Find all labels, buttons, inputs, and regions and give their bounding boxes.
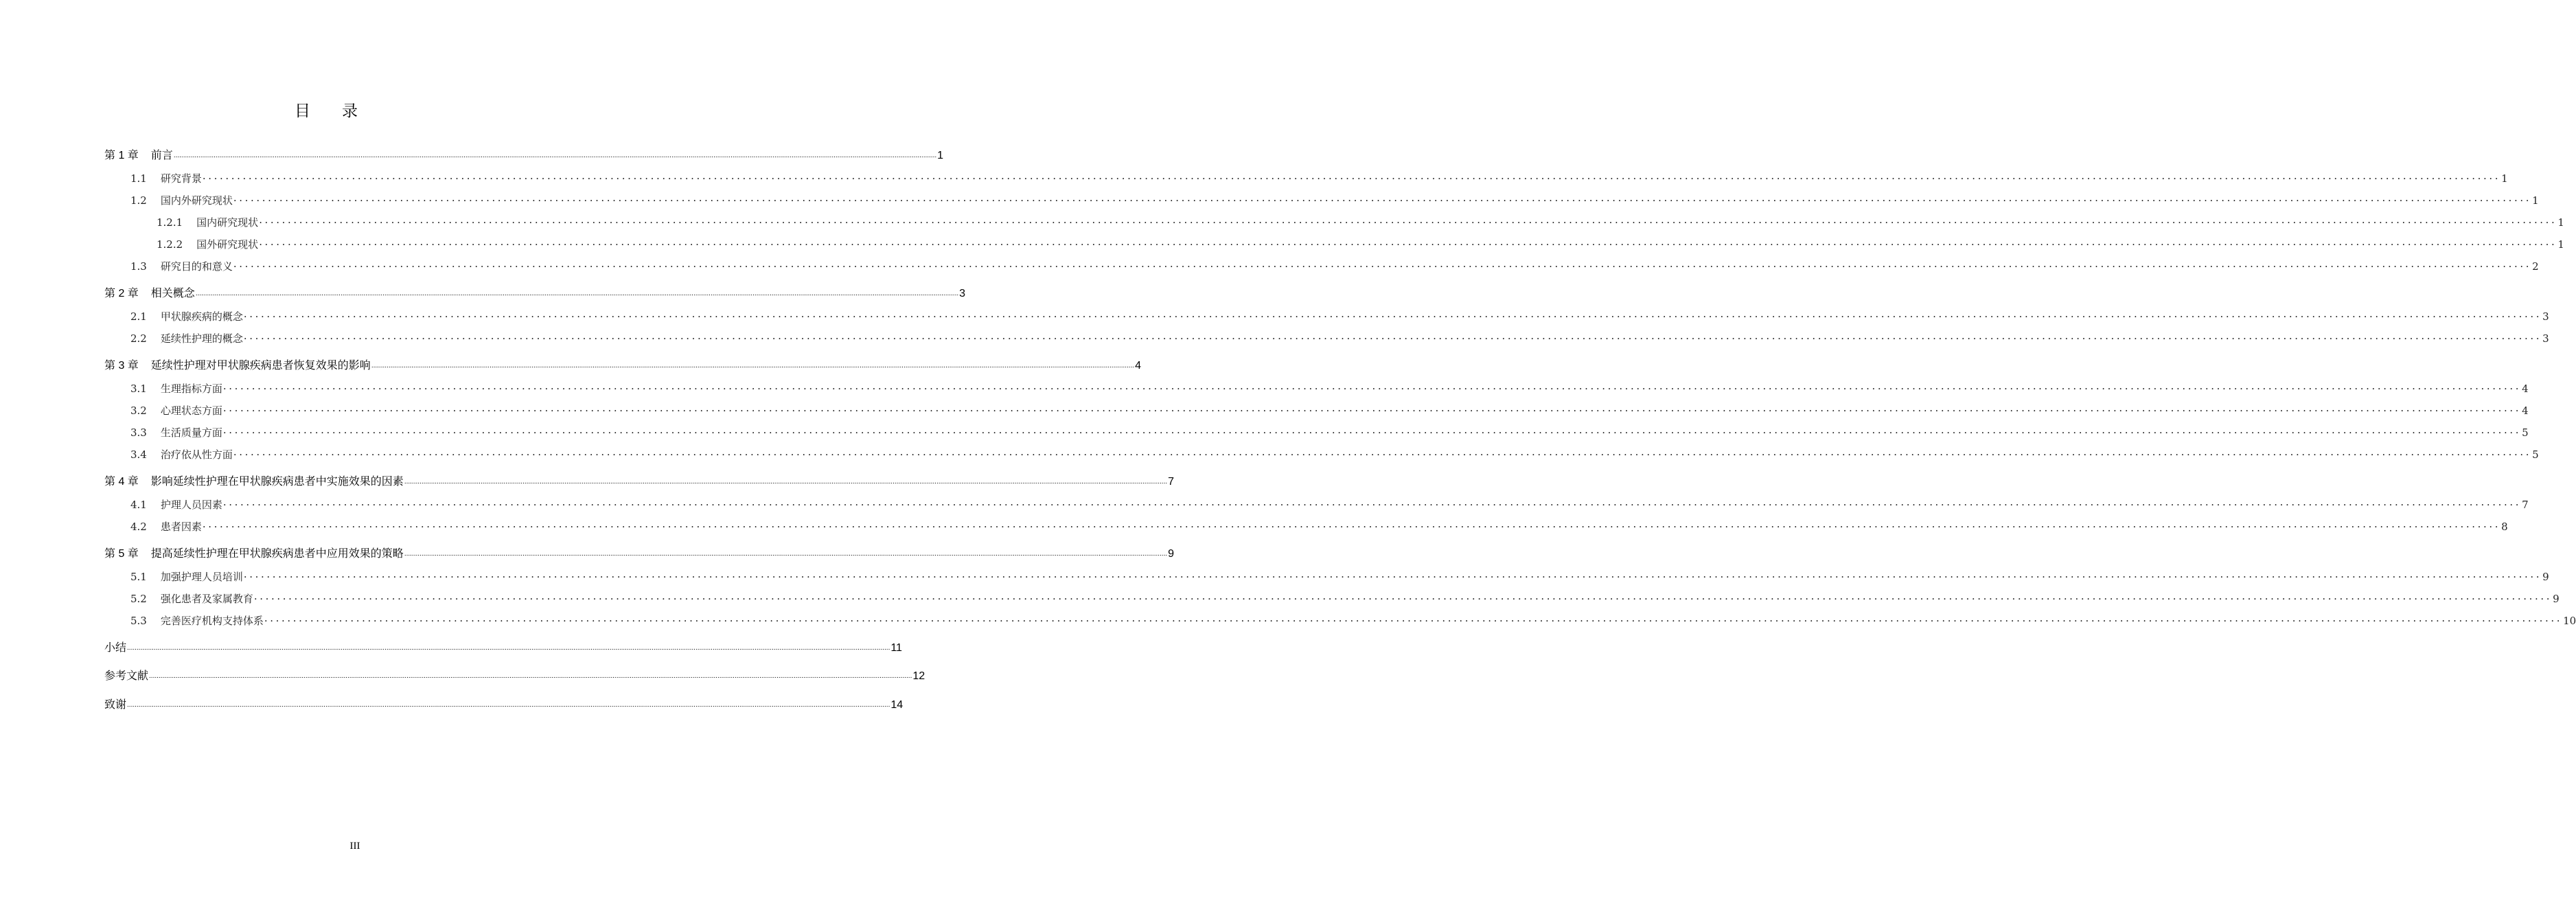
toc-section-entry[interactable] xyxy=(130,494,2529,512)
toc-entry-title: 生活质量方面 xyxy=(160,426,222,439)
toc-entry-number: 第 4 章 xyxy=(104,476,139,488)
toc-leader-dots: ................................................................................................................................................................................................................................................................................................................................................................................................................ xyxy=(243,568,2542,580)
toc-leader-dots: ................................................................................................................................................................................................................................................................................................................................................................................................................ xyxy=(259,214,2557,226)
toc-leader-dots: ................................................................................................................................................................................................................................................................................................................................................................................................................ xyxy=(259,236,2557,248)
toc-entry-page: 3 xyxy=(2542,310,2549,323)
toc-entry-number: 1.2.1 xyxy=(157,216,183,229)
toc-entry-title: 加强护理人员培训 xyxy=(160,571,243,583)
toc-entry-number: 5.2 xyxy=(130,593,147,605)
toc-entry-number: 5.1 xyxy=(130,571,147,583)
toc-section-entry[interactable] xyxy=(130,444,2539,462)
toc-entry-page: 1 xyxy=(2557,238,2564,251)
toc-leader-dots: ................................................................................................................................................................................................................................................................................................................................................................................................................ xyxy=(233,258,2532,270)
toc-entry-number: 1.2 xyxy=(130,194,147,207)
toc-leader-dots: ................................................................................................................................................................................................................................................................................................................................................................................................................ xyxy=(127,701,890,709)
toc-leader-dots: ................................................................................................................................................................................................................................................................................................................................................................................................................ xyxy=(222,496,2522,508)
page-number: III xyxy=(349,841,360,852)
toc-entry-page: 1 xyxy=(937,150,944,161)
toc-entry-page: 9 xyxy=(2553,593,2560,605)
toc-entry-title: 生理指标方面 xyxy=(160,383,222,395)
toc-entry-title: 相关概念 xyxy=(150,288,195,299)
toc-entry-page: 12 xyxy=(912,670,925,682)
toc-entry-title: 患者因素 xyxy=(160,521,202,533)
toc-entry-page: 3 xyxy=(2542,332,2549,345)
toc-section-entry[interactable] xyxy=(130,328,2549,346)
toc-entry-page: 1 xyxy=(2532,194,2539,207)
toc-section-entry[interactable] xyxy=(130,168,2508,186)
toc-leader-dots: ................................................................................................................................................................................................................................................................................................................................................................................................................ xyxy=(202,170,2501,182)
toc-section-entry[interactable] xyxy=(130,400,2529,418)
toc-entry-page: 11 xyxy=(890,642,902,654)
toc-leader-dots: ................................................................................................................................................................................................................................................................................................................................................................................................................ xyxy=(243,330,2542,342)
toc-entry-number: 第 5 章 xyxy=(104,548,139,560)
toc-entry-number: 第 2 章 xyxy=(104,288,139,299)
toc-entry-page: 2 xyxy=(2532,260,2539,273)
toc-leader-dots: ................................................................................................................................................................................................................................................................................................................................................................................................................ xyxy=(202,518,2501,530)
toc-leader-dots: ................................................................................................................................................................................................................................................................................................................................................................................................................ xyxy=(233,192,2532,204)
toc-chapter-entry[interactable] xyxy=(104,544,1175,562)
toc-entry-title: 提高延续性护理在甲状腺疾病患者中应用效果的策略 xyxy=(150,548,404,560)
toc-entry-page: 5 xyxy=(2522,426,2529,439)
toc-entry-page: 4 xyxy=(2522,383,2529,395)
toc-entry-number: 3.3 xyxy=(130,426,147,439)
toc-entry-number: 3.2 xyxy=(130,404,147,417)
toc-entry-number: 3.1 xyxy=(130,383,147,395)
toc-entry-number: 4.2 xyxy=(130,521,147,533)
toc-subsection-entry[interactable] xyxy=(157,212,2564,230)
toc-entry-page: 7 xyxy=(1168,476,1175,488)
toc-leader-dots: ................................................................................................................................................................................................................................................................................................................................................................................................................ xyxy=(222,402,2522,414)
toc-entry-title: 甲状腺疾病的概念 xyxy=(160,310,243,323)
toc-entry-number: 1.2.2 xyxy=(157,238,183,251)
toc-section-entry[interactable] xyxy=(130,190,2539,208)
toc-heading-char-1: 目 xyxy=(295,102,310,120)
toc-leader-dots: ................................................................................................................................................................................................................................................................................................................................................................................................................ xyxy=(149,672,912,680)
toc-entry-page: 4 xyxy=(1135,360,1142,372)
toc-entry-page: 9 xyxy=(2542,571,2549,583)
toc-entry-title: 完善医疗机构支持体系 xyxy=(160,615,264,627)
toc-entry-title: 国内外研究现状 xyxy=(160,194,233,207)
toc-entry-page: 14 xyxy=(890,699,904,711)
toc-section-entry[interactable] xyxy=(130,256,2539,274)
toc-entry-title: 治疗依从性方面 xyxy=(160,448,233,461)
toc-leader-dots: ................................................................................................................................................................................................................................................................................................................................................................................................................ xyxy=(222,424,2522,436)
toc-entry-title: 研究目的和意义 xyxy=(160,260,233,273)
toc-entry-number: 3.4 xyxy=(130,448,147,461)
toc-leader-dots: ................................................................................................................................................................................................................................................................................................................................................................................................................ xyxy=(195,290,959,297)
toc-entry-title: 小结 xyxy=(104,642,127,654)
toc-entry-title: 影响延续性护理在甲状腺疾病患者中实施效果的因素 xyxy=(150,476,404,488)
toc-section-entry[interactable] xyxy=(130,567,2549,584)
toc-entry-title: 延续性护理的概念 xyxy=(160,332,243,345)
toc-entry-page: 9 xyxy=(1168,548,1175,560)
toc-entry-page: 7 xyxy=(2522,499,2529,511)
toc-section-entry[interactable] xyxy=(130,378,2529,396)
toc-section-entry[interactable] xyxy=(130,422,2529,440)
toc-chapter-entry[interactable] xyxy=(104,284,966,301)
toc-leader-dots: ................................................................................................................................................................................................................................................................................................................................................................................................................ xyxy=(264,612,2563,624)
toc-entry-page: 1 xyxy=(2501,172,2508,185)
toc-section-entry[interactable] xyxy=(130,589,2560,606)
toc-chapter-entry[interactable] xyxy=(104,356,1142,374)
toc-heading-char-2: 录 xyxy=(342,102,358,120)
toc-section-entry[interactable] xyxy=(130,611,2576,628)
toc-entry-number: 1.1 xyxy=(130,172,147,185)
toc-chapter-entry[interactable] xyxy=(104,472,1175,490)
toc-entry-title: 护理人员因素 xyxy=(160,499,222,511)
toc-entry-number: 1.3 xyxy=(130,260,147,273)
toc-entry-page: 10 xyxy=(2563,615,2576,627)
toc-entry-page: 1 xyxy=(2557,216,2564,229)
toc-entry-number: 第 1 章 xyxy=(104,150,139,161)
toc-entry-title: 心理状态方面 xyxy=(160,404,222,417)
toc-entry-title: 延续性护理对甲状腺疾病患者恢复效果的影响 xyxy=(150,360,371,372)
toc-leader-dots: ................................................................................................................................................................................................................................................................................................................................................................................................................ xyxy=(222,380,2522,392)
toc-entry-title: 致谢 xyxy=(104,699,127,711)
toc-chapter-entry[interactable] xyxy=(104,695,904,713)
toc-chapter-entry[interactable] xyxy=(104,638,902,656)
toc-chapter-entry[interactable] xyxy=(104,146,944,163)
toc-entry-title: 强化患者及家属教育 xyxy=(160,593,253,605)
toc-entry-number: 4.1 xyxy=(130,499,147,511)
toc-leader-dots: ................................................................................................................................................................................................................................................................................................................................................................................................................ xyxy=(404,478,1168,486)
toc-leader-dots: ................................................................................................................................................................................................................................................................................................................................................................................................................ xyxy=(233,446,2532,458)
toc-subsection-entry[interactable] xyxy=(157,234,2564,252)
toc-leader-dots: ................................................................................................................................................................................................................................................................................................................................................................................................................ xyxy=(243,308,2542,320)
toc-chapter-entry[interactable] xyxy=(104,666,925,684)
toc-leader-dots: ................................................................................................................................................................................................................................................................................................................................................................................................................ xyxy=(253,590,2553,602)
toc-section-entry[interactable] xyxy=(130,306,2549,324)
toc-leader-dots: ................................................................................................................................................................................................................................................................................................................................................................................................................ xyxy=(404,550,1168,558)
toc-entry-title: 国外研究现状 xyxy=(196,238,259,251)
toc-leader-dots: ................................................................................................................................................................................................................................................................................................................................................................................................................ xyxy=(127,644,890,652)
toc-entry-page: 5 xyxy=(2532,448,2539,461)
toc-entry-number: 2.2 xyxy=(130,332,147,345)
toc-leader-dots: ................................................................................................................................................................................................................................................................................................................................................................................................................ xyxy=(371,362,1135,369)
toc-entry-page: 4 xyxy=(2522,404,2529,417)
toc-entry-title: 参考文献 xyxy=(104,670,149,682)
toc-entry-number: 2.1 xyxy=(130,310,147,323)
toc-entry-number: 第 3 章 xyxy=(104,360,139,372)
toc-entry-page: 3 xyxy=(959,288,966,299)
toc-entry-title: 国内研究现状 xyxy=(196,216,259,229)
toc-entry-title: 研究背景 xyxy=(160,172,202,185)
toc-entry-number: 5.3 xyxy=(130,615,147,627)
toc-entry-title: 前言 xyxy=(150,150,173,161)
toc-section-entry[interactable] xyxy=(130,516,2508,534)
toc-entry-page: 8 xyxy=(2501,521,2508,533)
toc-leader-dots: ................................................................................................................................................................................................................................................................................................................................................................................................................ xyxy=(173,152,937,159)
